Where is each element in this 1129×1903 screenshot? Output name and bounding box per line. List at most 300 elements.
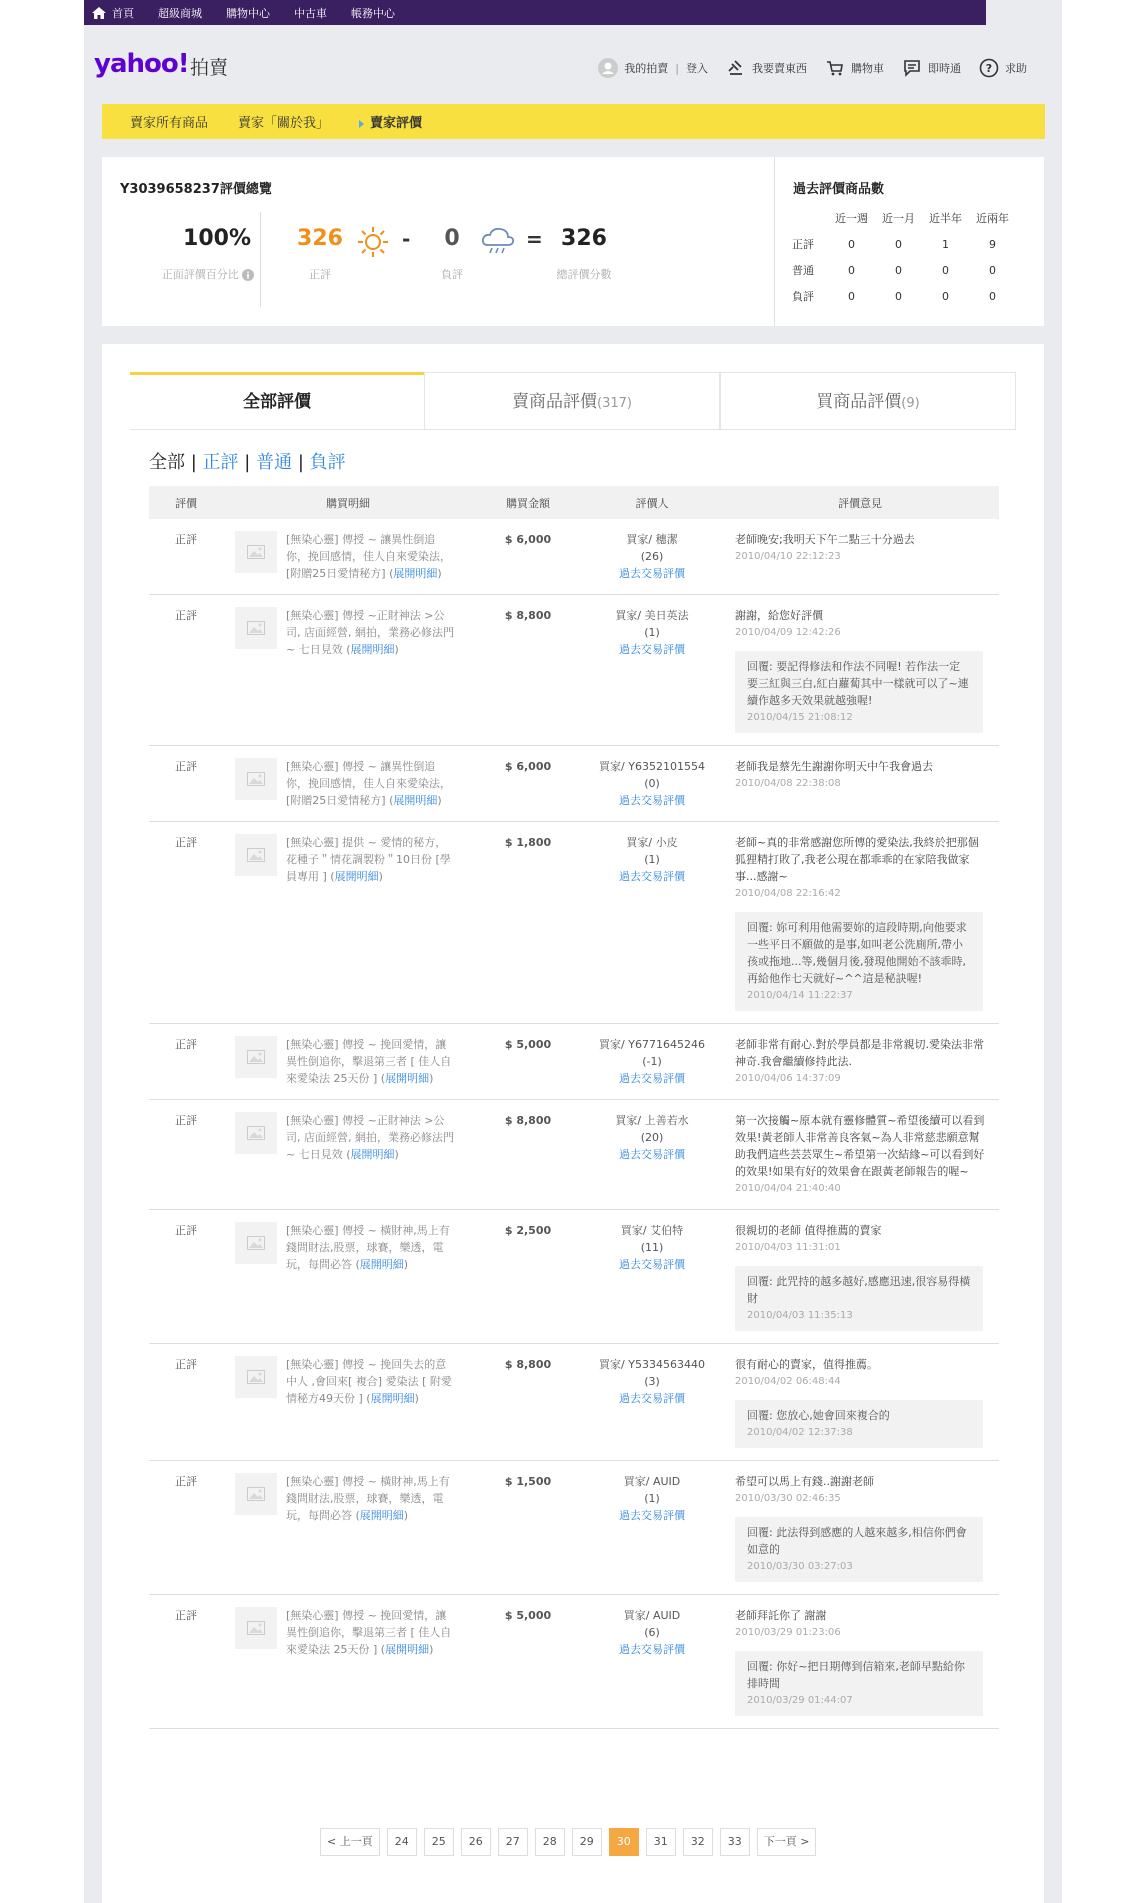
item-text-end: ) [378,870,383,883]
reply-text: 回覆: 要記得修法和作法不同喔! 若作法一定要三紅與三白,紅白蘿蔔其中一樣就可以了~連續作越多天效果就越強喔! [747,660,969,707]
image-placeholder-icon [247,621,265,635]
rating-row [149,1344,999,1461]
filter-separator: | [297,452,304,473]
expand-detail-link[interactable]: 展開明細 [385,1072,430,1085]
item-text: [無染心靈] 傳授 ~ 挽回愛情，讓異性倒追你，擊退第三者 [ 佳人自來愛染法 25天份 ] ( [286,1038,452,1085]
past-header-two-years: 近兩年 [976,212,1009,225]
tab-all-ratings[interactable] [130,372,424,429]
reply-date: 2010/04/15 21:08:12 [747,712,853,723]
rater [583,1461,721,1595]
auction-logo-text: 拍賣 [190,57,229,79]
rater-name[interactable]: 買家/ 上善若水 [615,1114,689,1127]
breadcrumb-arrow-icon [359,120,364,128]
item-description [286,1112,454,1163]
item-thumbnail[interactable] [235,1473,277,1515]
rating-type: 正評 [149,595,223,746]
filter-separator: | [244,452,251,473]
item-text-end: ) [437,567,442,580]
item-description [286,531,454,582]
filter-separator: | [190,452,197,473]
filter-all[interactable]: 全部 [149,452,185,473]
rater [583,1595,721,1729]
login-link[interactable]: 登入 [686,62,708,75]
top-nav-superstore[interactable]: 超級商城 [158,6,202,20]
rater-name[interactable]: 買家/ 美日英法 [615,609,689,622]
rating-row [149,519,999,595]
past-transactions-link[interactable]: 過去交易評價 [619,1072,685,1085]
rating-comment [721,822,999,1024]
item-thumbnail[interactable] [235,607,277,649]
top-nav-used-cars[interactable]: 中古車 [294,6,327,20]
past-transactions-link[interactable]: 過去交易評價 [619,870,685,883]
expand-detail-link[interactable]: 展開明細 [350,643,395,656]
rain-cloud-icon [480,225,516,259]
purchase-amount: $ 6,000 [473,519,583,595]
summary-title: Y3039658237評價總覽 [120,182,272,197]
purchase-detail [223,595,473,746]
comment-date: 2010/04/08 22:16:42 [735,888,841,899]
past-cell: 0 [848,263,855,277]
pagination [320,1828,816,1856]
header-nav [580,58,1027,78]
page-button[interactable]: 25 [424,1828,454,1856]
negative-label: 負評 [441,268,463,281]
rating-row [149,595,999,746]
user-avatar-icon [598,58,618,78]
item-text: [無染心靈] 傳授 ~ 橫財神,馬上有錢問財法,股票，球賽，樂透，電玩，每問必答 ( [286,1475,450,1522]
purchase-detail [223,1595,473,1729]
comment-date: 2010/04/03 11:31:01 [735,1242,841,1253]
rater [583,1024,721,1100]
breadcrumb [102,104,1045,139]
item-text-end: ) [429,1643,434,1656]
item-wrap [223,1036,473,1087]
purchase-amount: $ 8,800 [473,1100,583,1210]
purchase-amount: $ 2,500 [473,1210,583,1344]
tab-buy-label: 買商品評價 [816,392,902,412]
rating-comment [721,1100,999,1210]
item-description [286,607,454,658]
rater-count: (-1) [642,1055,662,1068]
rating-type: 正評 [149,1344,223,1461]
svg-text:?: ? [985,62,993,75]
info-icon[interactable] [242,269,254,281]
rating-type: 正評 [149,822,223,1024]
help-link[interactable] [979,58,1027,78]
expand-detail-link[interactable]: 展開明細 [393,794,438,807]
item-description [286,1473,454,1524]
purchase-amount: $ 5,000 [473,1595,583,1729]
rater [583,746,721,822]
reply-date: 2010/03/29 01:44:07 [747,1695,853,1706]
top-nav-bar [84,0,986,25]
rater-count: (20) [640,1131,664,1144]
comment-text: 老師非常有耐心.對於學員都是非常親切.愛染法非常神奇.我會繼續修持此法. [735,1038,984,1068]
purchase-amount: $ 1,500 [473,1461,583,1595]
item-wrap [223,1112,473,1163]
purchase-amount: $ 1,800 [473,822,583,1024]
rating-comment [721,746,999,822]
item-text-end: ) [429,1072,434,1085]
comment-text: 很親切的老師 值得推薦的賣家 [735,1224,882,1237]
top-nav-shopping-center[interactable]: 購物中心 [226,6,270,20]
ratings-panel [102,344,1044,1903]
item-wrap [223,834,473,885]
past-ratings-table [792,205,1016,309]
page-button[interactable]: 28 [535,1828,565,1856]
rater-name[interactable]: 買家/ Y6352101554 [599,760,705,773]
filter-neutral[interactable]: 普通 [256,452,293,473]
rating-type: 正評 [149,1024,223,1100]
past-header-half-year: 近半年 [929,212,962,225]
page-button[interactable]: 32 [683,1828,713,1856]
comment-text: 第一次接觸~原本就有靈修體質~希望後續可以看到效果!黃老師人非常善良客氣~為人非常慈悲願意幫助我們這些芸芸眾生~希望第一次結緣~可以看到好的效果!如果有好的效果會在跟黃老師報告的喔~ [735,1114,985,1178]
past-header-week: 近一週 [835,212,868,225]
equals-sign: = [526,227,543,251]
rating-comment [721,1595,999,1729]
past-row-neutral [792,257,1016,283]
item-text-end: ) [403,1509,409,1522]
item-wrap [223,1222,473,1273]
comment-date: 2010/04/02 06:48:44 [735,1376,841,1387]
rater-name[interactable]: 買家/ AUID [623,1475,681,1488]
past-transactions-link[interactable]: 過去交易評價 [619,1509,685,1522]
comment-date: 2010/03/30 02:46:35 [735,1493,841,1504]
rater-count: (11) [640,1241,664,1254]
page-button[interactable]: 29 [572,1828,602,1856]
help-icon [979,58,999,78]
past-header-blank [792,205,828,231]
page-button[interactable]: 24 [387,1828,417,1856]
expand-detail-link[interactable]: 展開明細 [359,1258,404,1271]
item-description [286,1356,454,1407]
item-text: [無染心靈] 提供 ~ 愛情的秘方，花種子＂情花調製粉＂10日份 [學員專用 ] ( [286,836,451,883]
yahoo-logo[interactable]: yahoo! [94,49,189,79]
purchase-detail [223,822,473,1024]
image-placeholder-icon [247,1370,265,1384]
comment-date: 2010/03/29 01:23:06 [735,1627,841,1638]
seller-reply [735,651,983,733]
past-transactions-link[interactable]: 過去交易評價 [619,643,685,656]
header-separator: | [675,61,679,75]
past-row-positive [792,231,1016,257]
rating-row [149,1024,999,1100]
tab-sell-count: (317) [597,396,632,411]
past-ratings-header [792,205,1016,231]
past-transactions-link[interactable]: 過去交易評價 [619,1258,685,1271]
rater [583,1210,721,1344]
item-text-end: ) [437,794,442,807]
col-rating: 評價 [149,486,223,519]
reply-date: 2010/03/30 03:27:03 [747,1561,853,1572]
my-auction-label: 我的拍賣 [624,62,669,75]
past-transactions-link[interactable]: 過去交易評價 [619,567,685,580]
filter-positive[interactable]: 正評 [202,452,239,473]
item-thumbnail[interactable] [235,834,277,876]
rater-count: (1) [644,626,660,639]
tab-sell-ratings[interactable] [424,372,720,429]
past-cell: 0 [895,263,902,277]
rater-name[interactable]: 買家/ AUID [623,1609,681,1622]
rating-row [149,1100,999,1210]
comment-date: 2010/04/08 22:38:08 [735,778,841,789]
my-auction-link[interactable] [598,58,668,78]
past-transactions-link[interactable]: 過去交易評價 [619,1148,685,1161]
past-header-month: 近一月 [882,212,915,225]
item-wrap [223,1356,473,1407]
image-placeholder-icon [247,1487,265,1501]
top-nav-account[interactable]: 帳務中心 [351,6,395,20]
past-transactions-link[interactable]: 過去交易評價 [619,794,685,807]
seller-reply [735,912,983,1011]
rating-comment [721,519,999,595]
rating-summary [102,157,1044,326]
item-wrap [223,531,473,582]
ratings-table [149,486,999,1729]
rater-name[interactable]: 買家/ 小皮 [626,836,678,849]
page-button[interactable]: 27 [498,1828,528,1856]
top-nav-home-label: 首頁 [112,6,134,20]
cart-link[interactable] [825,58,884,78]
past-transactions-link[interactable]: 過去交易評價 [619,1392,685,1405]
summary-right-divider [774,157,775,326]
expand-detail-link[interactable]: 展開明細 [393,567,438,580]
rating-comment [721,1210,999,1344]
rater [583,822,721,1024]
past-cell: 0 [989,289,996,303]
image-placeholder-icon [247,1621,265,1635]
rating-type: 正評 [149,1210,223,1344]
expand-detail-link[interactable]: 展開明細 [385,1643,430,1656]
site-header [84,25,1062,105]
sell-label: 我要賣東西 [752,62,807,75]
item-text: [無染心靈] 傳授 ~ 讓異性倒追你，挽回感情，佳人自來愛染法，[附贈25日愛情秘方] ( [286,760,451,807]
home-icon [92,7,106,19]
item-thumbnail[interactable] [235,1356,277,1398]
tab-sell-label: 賣商品評價 [512,392,598,412]
minus-sign: - [402,227,411,251]
past-row-label: 普通 [792,264,814,277]
rating-type: 正評 [149,519,223,595]
rating-row [149,822,999,1024]
reply-text: 回覆: 此咒持的越多越好,感應迅速,很容易得橫財 [747,1275,971,1305]
positive-percentage: 100% [183,226,251,251]
past-cell: 0 [848,237,855,251]
image-placeholder-icon [247,1236,265,1250]
gavel-icon [726,58,746,78]
tab-buy-ratings[interactable] [720,372,1016,429]
comment-date: 2010/04/09 12:42:26 [735,627,841,638]
item-text: [無染心靈] 傳授 ~正財神法 >公司, 店面經營, 網拍，業務必修法門 ~ 七日見效 ( [286,1114,454,1161]
expand-detail-link[interactable]: 展開明細 [350,1148,395,1161]
reply-text: 回覆: 妳可利用他需要妳的這段時期,向他要求一些平日不願做的是事,如叫老公洗廁所,帶小孩或拖地...等,幾個月後,發現他開始不該乖時,再給他作七天就好~^^這是秘訣喔! [747,921,967,985]
purchase-amount: $ 5,000 [473,1024,583,1100]
purchase-amount: $ 8,800 [473,1344,583,1461]
top-nav-home[interactable] [92,5,134,21]
past-cell: 0 [942,263,949,277]
item-text: [無染心靈] 傳授 ~ 橫財神,馬上有錢問財法,股票，球賽，樂透，電玩，每問必答 ( [286,1224,450,1271]
rating-row [149,1210,999,1344]
image-placeholder-icon [247,772,265,786]
rater-name[interactable]: 買家/ Y6771645246 [599,1038,705,1051]
reply-text: 回覆: 你好~把日期傳到信箱來,老師早點給你排時間 [747,1660,965,1690]
purchase-detail [223,746,473,822]
rater [583,519,721,595]
expand-detail-link[interactable]: 展開明細 [359,1509,404,1522]
total-score: 326 [561,226,607,251]
page-button[interactable]: 31 [646,1828,676,1856]
messenger-link[interactable] [902,58,961,78]
rater-count: (1) [644,853,660,866]
col-purchase-detail: 購買明細 [223,486,473,519]
past-cell: 0 [848,289,855,303]
tab-all-label: 全部評價 [243,392,311,412]
positive-percentage-label [138,266,278,282]
total-score-label: 總評價分數 [556,268,612,281]
seller-reply [735,1651,983,1716]
comment-text: 老師晚安;我明天下午二點三十分過去 [735,533,915,546]
tab-buy-count: (9) [901,396,920,411]
image-placeholder-icon [247,848,265,862]
item-wrap [223,1607,473,1658]
past-cell: 0 [942,289,949,303]
expand-detail-link[interactable]: 展開明細 [370,1392,415,1405]
purchase-amount: $ 8,800 [473,595,583,746]
percent-label-text: 正面評價百分比 [161,268,239,281]
past-ratings-title: 過去評價商品數 [793,182,885,197]
rating-type: 正評 [149,746,223,822]
rating-row [149,1595,999,1729]
rating-comment [721,1344,999,1461]
breadcrumb-current [359,112,452,131]
item-description [286,1607,454,1658]
item-wrap [223,1473,473,1524]
past-cell: 0 [895,237,902,251]
sun-icon [356,225,390,259]
breadcrumb-all-items[interactable]: 賣家所有商品 [130,116,209,131]
summary-divider [260,212,261,307]
past-row-label: 負評 [792,290,814,303]
page-button[interactable]: 33 [720,1828,750,1856]
comment-date: 2010/04/04 21:40:40 [735,1183,841,1194]
item-text: [無染心靈] 傳授 ~ 挽回愛情，讓異性倒追你，擊退第三者 [ 佳人自來愛染法 25天份 ] ( [286,1609,452,1656]
next-page-button[interactable]: 下一頁 > [757,1828,817,1856]
comment-text: 謝謝，給您好評價 [735,609,823,622]
ratings-body [149,519,999,1729]
expand-detail-link[interactable]: 展開明細 [334,870,379,883]
filter-negative[interactable]: 負評 [309,452,346,473]
prev-page-button[interactable]: < 上一頁 [320,1828,380,1856]
item-text-end: ) [394,1148,399,1161]
breadcrumb-about-me[interactable]: 賣家「關於我」 [238,116,330,131]
page-button[interactable]: 26 [461,1828,491,1856]
rating-type: 正評 [149,1100,223,1210]
rater-count: (0) [644,777,660,790]
purchase-detail [223,1024,473,1100]
comment-text: 老師我是蔡先生謝謝你明天中午我會過去 [735,760,933,773]
image-placeholder-icon [247,545,265,559]
item-thumbnail[interactable] [235,1112,277,1154]
negative-count: 0 [444,226,460,251]
comment-date: 2010/04/06 14:37:09 [735,1073,841,1084]
rating-row [149,746,999,822]
item-thumbnail[interactable] [235,531,277,573]
help-label: 求助 [1005,62,1027,75]
comment-text: 老師~真的非常感謝您所傳的愛染法,我終於把那個狐狸精打敗了,我老公現在都乖乖的在家陪我做家事...感謝~ [735,836,979,883]
past-transactions-link[interactable]: 過去交易評價 [619,1643,685,1656]
rater [583,1344,721,1461]
past-row-negative [792,283,1016,309]
comment-text: 老師拜託你了 謝謝 [735,1609,827,1622]
rater-name[interactable]: 買家/ Y5334563440 [599,1358,705,1371]
item-thumbnail[interactable] [235,1036,277,1078]
rater-name[interactable]: 買家/ 艾伯特 [620,1224,684,1237]
messenger-label: 即時通 [928,62,961,75]
comment-text: 希望可以馬上有錢..謝謝老師 [735,1475,874,1488]
reply-text: 回覆: 此法得到感應的人越來越多,相信你們會如意的 [747,1526,967,1556]
item-description [286,758,454,809]
purchase-detail [223,1100,473,1210]
past-cell: 0 [989,263,996,277]
item-description [286,1036,454,1087]
reply-date: 2010/04/03 11:35:13 [747,1310,853,1321]
rater-count: (6) [644,1626,660,1639]
chat-icon [902,58,922,78]
page-button[interactable]: 30 [609,1828,639,1856]
cart-label: 購物車 [851,62,884,75]
item-thumbnail[interactable] [235,758,277,800]
reply-text: 回覆: 您放心,她會回來複合的 [747,1409,890,1422]
rater-name[interactable]: 買家/ 穗潔 [626,533,678,546]
ratings-header-row [149,486,999,519]
item-thumbnail[interactable] [235,1222,277,1264]
rater-count: (3) [644,1375,660,1388]
rating-tabs [130,372,1016,430]
item-text: [無染心靈] 傳授 ~ 讓異性倒追你，挽回感情，佳人自來愛染法，[附贈25日愛情秘方] ( [286,533,451,580]
purchase-amount: $ 6,000 [473,746,583,822]
col-comment: 評價意見 [721,486,999,519]
sell-link[interactable] [726,58,807,78]
seller-reply [735,1517,983,1582]
past-cell: 9 [989,237,996,251]
item-text: [無染心靈] 傳授 ~正財神法 >公司, 店面經營, 網拍，業務必修法門 ~ 七日見效 ( [286,609,454,656]
image-placeholder-icon [247,1050,265,1064]
item-description [286,1222,454,1273]
item-text: [無染心靈] 傳授 ~ 挽回失去的意中人 ,會回來[ 複合] 愛染法 [ 附愛情秘方49天份 ] ( [286,1358,452,1405]
cart-icon [825,58,845,78]
past-cell: 1 [942,237,949,251]
item-text-end: ) [394,643,399,656]
reply-date: 2010/04/02 12:37:38 [747,1427,853,1438]
item-thumbnail[interactable] [235,1607,277,1649]
rater [583,595,721,746]
rating-type: 正評 [149,1595,223,1729]
col-rater: 評價人 [583,486,721,519]
purchase-detail [223,519,473,595]
reply-date: 2010/04/14 11:22:37 [747,990,853,1001]
seller-reply [735,1400,983,1448]
comment-date: 2010/04/10 22:12:23 [735,551,841,562]
comment-text: 很有耐心的賣家，值得推薦。 [735,1358,878,1371]
breadcrumb-current-label: 賣家評價 [370,116,423,131]
rating-comment [721,595,999,746]
positive-label: 正評 [309,268,331,281]
item-text-end: ) [403,1258,409,1271]
item-wrap [223,607,473,658]
purchase-detail [223,1344,473,1461]
col-amount: 購買金額 [473,486,583,519]
rating-comment [721,1461,999,1595]
